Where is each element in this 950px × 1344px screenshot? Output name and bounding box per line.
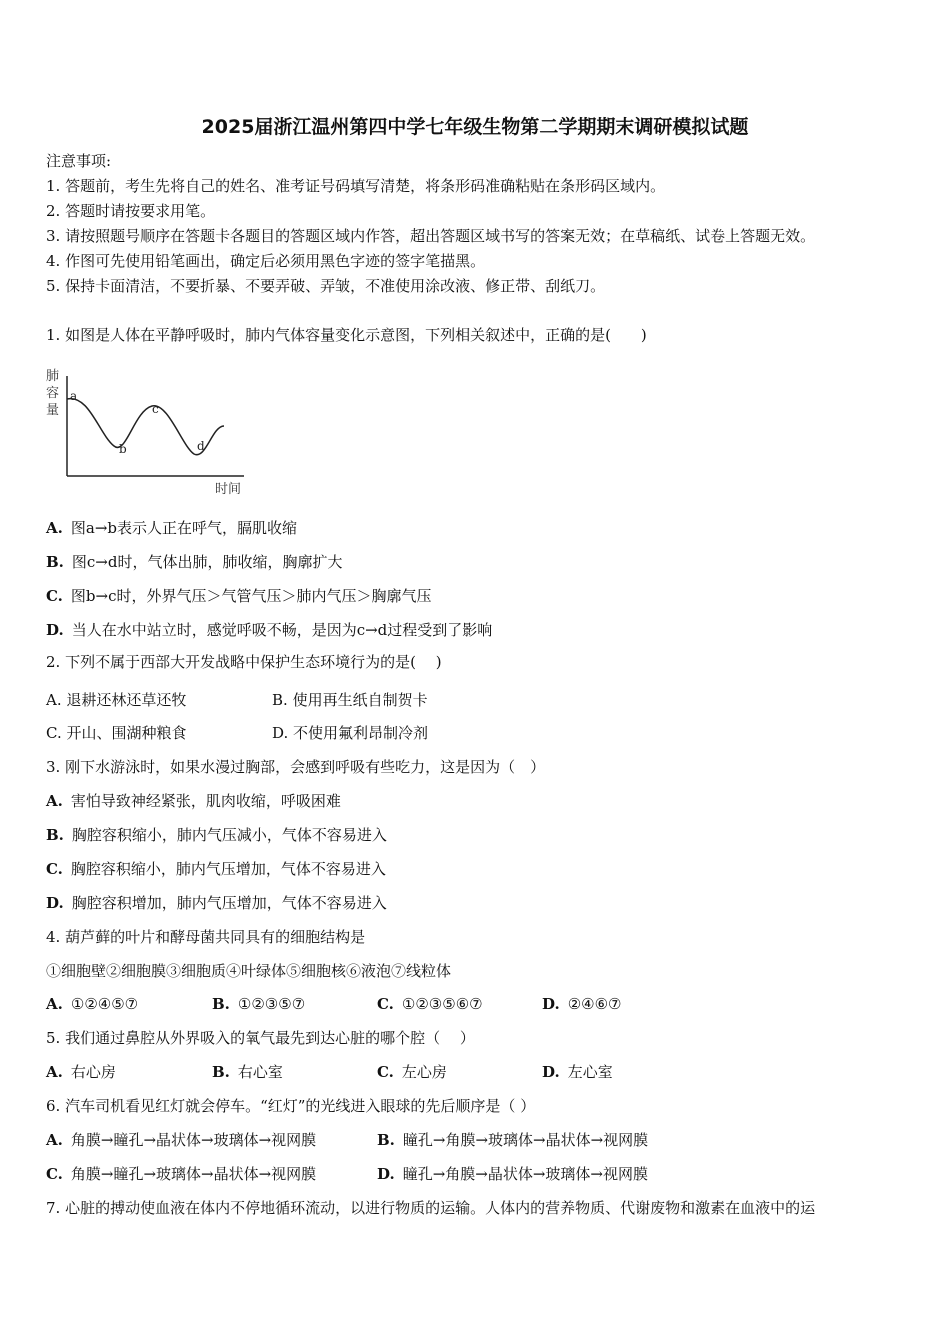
q6-option-a: A. 角膜→瞳孔→晶状体→玻璃体→视网膜 (46, 1131, 317, 1149)
q4-option-b: B. ①②③⑤⑦ (212, 995, 306, 1013)
q4-structure-list: ①细胞壁②细胞膜③细胞质④叶绿体⑤细胞核⑥液泡⑦线粒体 (46, 962, 452, 980)
q1-option-c: C. 图b→c时，外界气压＞气管气压＞肺内气压＞胸廓气压 (46, 587, 432, 605)
q3-stem: 3. 刚下水游泳时，如果水漫过胸部，会感到呼吸有些吃力，这是因为（ ） (46, 758, 546, 776)
figure-ylabel: 肺 (46, 369, 60, 384)
point-label-b: b (119, 442, 127, 456)
q6-option-c: C. 角膜→瞳孔→玻璃体→晶状体→视网膜 (46, 1165, 317, 1183)
point-label-a: a (70, 389, 78, 403)
q7-stem: 7. 心脏的搏动使血液在体内不停地循环流动，以进行物质的运输。人体内的营养物质、代谢废物和激素在血液中的运 (46, 1199, 816, 1217)
q6-stem: 6. 汽车司机看见红灯就会停车。“红灯”的光线进入眼球的先后顺序是（ ） (46, 1097, 536, 1115)
q2-option-a: A. 退耕还林还草还牧 (46, 691, 187, 709)
notice-item: 5. 保持卡面清洁，不要折暴、不要弄破、弄皱，不准使用涂改液、修正带、刮纸刀。 (46, 277, 606, 295)
q4-option-c: C. ①②③⑤⑥⑦ (377, 995, 483, 1013)
q4-option-d: D. ②④⑥⑦ (542, 995, 622, 1013)
q1-stem: 1. 如图是人体在平静呼吸时，肺内气体容量变化示意图，下列相关叙述中，正确的是( ) (46, 326, 647, 344)
notice-item: 2. 答题时请按要求用笔。 (46, 202, 216, 220)
q3-option-c: C. 胸腔容积缩小，肺内气压增加，气体不容易进入 (46, 860, 386, 878)
q4-option-a: A. ①②④⑤⑦ (46, 995, 139, 1013)
lung-volume-figure (44, 366, 250, 498)
q5-option-d: D. 左心室 (542, 1063, 613, 1081)
q4-stem: 4. 葫芦藓的叶片和酵母菌共同具有的细胞结构是 (46, 928, 366, 946)
q2-option-b: B. 使用再生纸自制贺卡 (272, 691, 428, 709)
q5-option-c: C. 左心房 (377, 1063, 447, 1081)
figure-ylabel: 量 (46, 403, 60, 418)
q1-option-a: A. 图a→b表示人正在呼气，膈肌收缩 (46, 519, 297, 537)
q3-option-b: B. 胸腔容积缩小，肺内气压减小，气体不容易进入 (46, 826, 387, 844)
q1-option-d: D. 当人在水中站立时，感觉呼吸不畅，是因为c→d过程受到了影响 (46, 621, 493, 639)
q6-option-d: D. 瞳孔→角膜→晶状体→玻璃体→视网膜 (377, 1165, 648, 1183)
notice-item: 4. 作图可先使用铅笔画出，确定后必须用黑色字迹的签字笔描黑。 (46, 252, 486, 270)
notice-item: 1. 答题前，考生先将自己的姓名、准考证号码填写清楚，将条形码准确粘贴在条形码区域内。 (46, 177, 666, 195)
q3-option-a: A. 害怕导致神经紧张，肌肉收缩，呼吸困难 (46, 792, 341, 810)
q2-option-c: C. 开山、围湖种粮食 (46, 724, 187, 742)
q2-option-d: D. 不使用氟利昂制冷剂 (272, 724, 429, 742)
q5-stem: 5. 我们通过鼻腔从外界吸入的氧气最先到达心脏的哪个腔（ ） (46, 1029, 475, 1047)
figure-xlabel: 时间 (215, 482, 242, 497)
figure-ylabel: 容 (46, 386, 60, 401)
notice-heading: 注意事项: (46, 152, 112, 170)
page-title: 2025届浙江温州第四中学七年级生物第二学期期末调研模拟试题 (201, 116, 749, 138)
q5-option-b: B. 右心室 (212, 1063, 283, 1081)
point-label-d: d (197, 439, 205, 453)
q6-option-b: B. 瞳孔→角膜→玻璃体→晶状体→视网膜 (377, 1131, 649, 1149)
q3-option-d: D. 胸腔容积增加，肺内气压增加，气体不容易进入 (46, 894, 387, 912)
q5-option-a: A. 右心房 (46, 1063, 116, 1081)
point-label-c: c (152, 402, 159, 416)
q1-option-b: B. 图c→d时，气体出肺，肺收缩，胸廓扩大 (46, 553, 343, 571)
notice-item: 3. 请按照题号顺序在答题卡各题目的答题区域内作答，超出答题区域书写的答案无效；在草稿纸、试卷上答题无效。 (46, 227, 816, 245)
q2-stem: 2. 下列不属于西部大开发战略中保护生态环境行为的是( ) (46, 653, 442, 671)
